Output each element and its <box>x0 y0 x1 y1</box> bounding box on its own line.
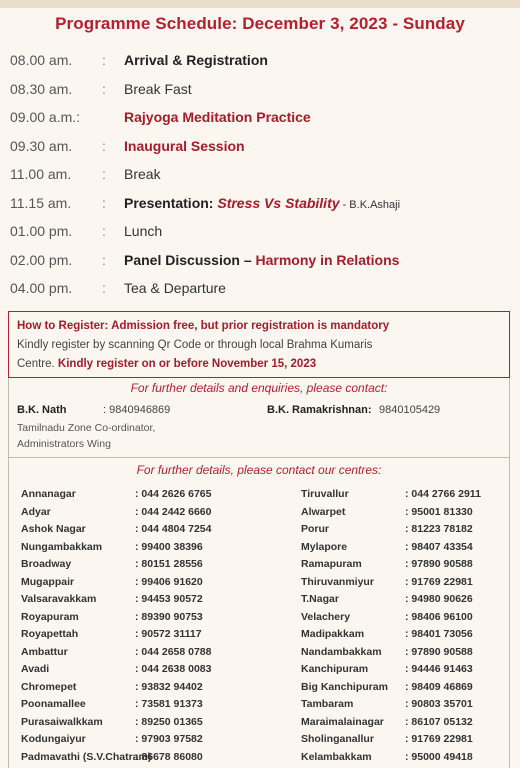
centre-phone: : 91769 22981 <box>405 733 473 745</box>
schedule-event <box>124 46 268 75</box>
centre-row <box>21 644 261 662</box>
centre-name: Maraimalainagar <box>301 715 384 728</box>
centre-phone: : 044 2638 0083 <box>135 663 212 675</box>
centre-name: Royapettah <box>21 628 79 640</box>
centre-phone: : 99400 38396 <box>135 540 203 553</box>
schedule-row <box>6 103 514 132</box>
centre-name: Valsaravakkam <box>21 593 97 605</box>
centre-phone: : 86678 86080 <box>135 750 203 763</box>
centre-row <box>301 714 507 732</box>
centre-phone: : 97890 90588 <box>405 645 473 658</box>
centre-row <box>301 539 507 557</box>
centre-row <box>21 696 261 714</box>
centre-name: T.Nagar <box>301 593 339 605</box>
contact-person-1-name: B.K. Nath <box>17 404 67 416</box>
centre-phone: : 044 2442 6660 <box>135 505 212 518</box>
centre-phone: : 90572 31117 <box>135 628 202 640</box>
top-band <box>0 0 520 8</box>
schedule-event-text: Panel Discussion – <box>124 251 256 268</box>
centres-left-column <box>21 486 261 766</box>
centre-name: Ramapuram <box>301 558 362 570</box>
centres-heading: For further details, please contact our centres: <box>136 463 382 477</box>
centre-row <box>301 696 507 714</box>
contact-role-line-2: Administrators Wing <box>17 438 111 450</box>
schedule-event-text: Harmony in Relations <box>255 251 400 268</box>
centre-row <box>301 661 507 679</box>
schedule-event-text: Rajyoga Meditation Practice <box>124 109 311 125</box>
centre-phone: : 044 2626 6765 <box>135 488 212 500</box>
schedule-event <box>124 75 192 104</box>
centre-phone: : 95000 49418 <box>405 750 473 763</box>
schedule-event <box>124 103 311 132</box>
centre-row <box>301 591 507 609</box>
centre-name: Ashok Nagar <box>21 523 86 535</box>
centre-name: Poonamallee <box>21 698 86 710</box>
schedule-time: 01.00 pm. <box>10 223 73 239</box>
centre-phone: : 91769 22981 <box>405 575 473 588</box>
centre-row <box>301 626 507 644</box>
schedule-separator: : <box>102 52 106 68</box>
centre-name: Thiruvanmiyur <box>301 575 374 588</box>
centre-row <box>301 556 507 574</box>
schedule-time: 04.00 pm. <box>10 280 73 296</box>
centre-phone: : 94446 91463 <box>405 663 473 675</box>
centre-phone: : 98406 96100 <box>405 610 473 623</box>
centre-row <box>21 626 261 644</box>
schedule-separator: : <box>102 251 106 268</box>
centre-row <box>301 731 507 749</box>
centre-row <box>21 504 261 522</box>
centre-row <box>301 679 507 697</box>
centre-phone: : 98407 43354 <box>405 540 473 553</box>
schedule-row <box>6 132 514 161</box>
centre-name: Tiruvallur <box>301 488 349 500</box>
centre-phone: : 86107 05132 <box>405 715 473 728</box>
centre-name: Annanagar <box>21 488 76 500</box>
centre-name: Alwarpet <box>301 505 346 518</box>
schedule-event-text: Presentation: <box>124 194 218 211</box>
centre-row <box>301 609 507 627</box>
schedule-event-text: Arrival & Registration <box>124 52 268 68</box>
centres-right-column <box>301 486 507 766</box>
schedule-row <box>6 46 514 75</box>
centre-row <box>21 486 261 504</box>
centre-phone: : 94980 90626 <box>405 593 473 605</box>
centre-name: Purasaiwalkkam <box>21 715 103 728</box>
centre-name: Kodungaiyur <box>21 733 86 745</box>
centre-name: Mugappair <box>21 575 75 588</box>
centre-row <box>301 521 507 539</box>
schedule-event-text: Lunch <box>124 223 163 239</box>
schedule-separator: : <box>102 194 106 211</box>
centre-phone: : 044 2766 2911 <box>405 488 481 500</box>
schedule-separator: : <box>102 80 106 97</box>
contact-section <box>8 378 510 458</box>
centre-phone: : 89390 90753 <box>135 610 203 623</box>
centre-phone: : 97903 97582 <box>135 733 203 745</box>
centre-row <box>21 556 261 574</box>
centre-row <box>21 591 261 609</box>
contact-person-1-phone: : 9840946869 <box>103 404 171 416</box>
centre-name: Porur <box>301 523 330 535</box>
schedule-event <box>124 160 161 189</box>
centre-name: Royapuram <box>21 610 79 623</box>
centre-phone: : 73581 91373 <box>135 698 203 710</box>
centre-row <box>21 714 261 732</box>
schedule-event <box>124 246 399 275</box>
schedule-event-text: Break <box>124 166 161 182</box>
centre-name: Ambattur <box>21 645 68 658</box>
centre-name: Kanchipuram <box>301 663 369 675</box>
centre-row <box>301 486 507 504</box>
centre-name: Big Kanchipuram <box>301 680 388 693</box>
centre-row <box>21 609 261 627</box>
centre-phone: : 044 4804 7254 <box>135 523 212 535</box>
centre-phone: : 95001 81330 <box>405 505 473 518</box>
schedule-event <box>124 217 162 246</box>
centre-name: Padmavathi (S.V.Chatram) <box>21 750 152 763</box>
schedule-separator: : <box>102 166 106 182</box>
centre-name: Nungambakkam <box>21 540 103 553</box>
contact-role-line-1: Tamilnadu Zone Co-ordinator, <box>17 422 156 434</box>
schedule-event <box>124 132 245 161</box>
contact-person-2-name: B.K. Ramakrishnan: <box>267 404 372 416</box>
centre-name: Velachery <box>301 610 351 623</box>
schedule-event-text: Inaugural Session <box>124 137 245 154</box>
schedule-event-text: Tea & Departure <box>124 280 226 296</box>
centre-row <box>301 504 507 522</box>
centre-name: Madipakkam <box>301 628 365 640</box>
centre-row <box>21 521 261 539</box>
centre-phone: : 97890 90588 <box>405 558 473 570</box>
centre-phone: : 98409 46869 <box>405 680 473 693</box>
centre-phone: : 98401 73056 <box>405 628 473 640</box>
centre-row <box>21 679 261 697</box>
centre-row <box>21 749 261 767</box>
centre-name: Chromepet <box>21 680 77 693</box>
schedule-time: 09.00 a.m.: <box>10 109 81 125</box>
centre-row <box>301 644 507 662</box>
schedule-separator: : <box>102 223 106 239</box>
schedule-row <box>6 160 514 189</box>
schedule-list <box>6 46 514 303</box>
centre-phone: : 044 2658 0788 <box>135 645 212 658</box>
centre-name: Sholinganallur <box>301 733 374 745</box>
centre-phone: : 93832 94402 <box>135 680 203 693</box>
schedule-time: 11.00 am. <box>10 166 72 182</box>
schedule-row <box>6 274 514 303</box>
schedule-row <box>6 189 514 218</box>
schedule-event-text: Break Fast <box>124 80 192 97</box>
schedule-time: 08.30 am. <box>10 80 73 97</box>
contact-person-2-phone: 9840105429 <box>379 404 441 416</box>
schedule-event-text: - B.K.Ashaji <box>339 198 401 211</box>
register-line-3: Centre. Kindly register on or before November 15, 2023 <box>17 358 317 370</box>
centre-phone: : 89250 01365 <box>135 715 203 728</box>
centre-name: Nandambakkam <box>301 645 382 658</box>
centre-row <box>301 749 507 767</box>
schedule-event <box>124 189 400 220</box>
centre-row <box>21 661 261 679</box>
schedule-row <box>6 75 514 104</box>
centre-name: Kelambakkam <box>301 750 372 763</box>
centres-section <box>8 458 510 768</box>
schedule-row <box>6 246 514 275</box>
schedule-time: 09.30 am. <box>10 137 73 154</box>
schedule-time: 08.00 am. <box>10 52 73 68</box>
register-line-2: Kindly register by scanning Qr Code or through local Brahma Kumaris <box>17 339 373 351</box>
centre-phone: : 99406 91620 <box>135 575 203 588</box>
centre-name: Avadi <box>21 663 50 675</box>
centre-row <box>21 539 261 557</box>
centre-row <box>301 574 507 592</box>
schedule-time: 11.15 am. <box>10 194 72 211</box>
centre-phone: : 81223 78182 <box>405 523 473 535</box>
centre-phone: : 80151 28556 <box>135 558 203 570</box>
centre-name: Tambaram <box>301 698 354 710</box>
centre-name: Mylapore <box>301 540 348 553</box>
schedule-row <box>6 217 514 246</box>
schedule-event-text: Stress Vs Stability <box>217 194 340 211</box>
contact-heading: For further details and enquiries, please contact: <box>130 381 388 395</box>
page-title: Programme Schedule: December 3, 2023 - Sunday <box>55 14 465 33</box>
centre-phone: : 94453 90572 <box>135 593 203 605</box>
schedule-separator: : <box>102 280 106 296</box>
schedule-event <box>124 274 226 303</box>
centre-name: Broadway <box>21 558 72 570</box>
schedule-time: 02.00 pm. <box>10 251 73 268</box>
centre-name: Adyar <box>21 505 51 518</box>
centre-phone: : 90803 35701 <box>405 698 473 710</box>
register-line-1: How to Register: Admission free, but prior registration is mandatory <box>17 320 390 332</box>
registration-box <box>8 311 510 378</box>
centre-row <box>21 731 261 749</box>
centre-row <box>21 574 261 592</box>
schedule-separator: : <box>102 137 106 154</box>
